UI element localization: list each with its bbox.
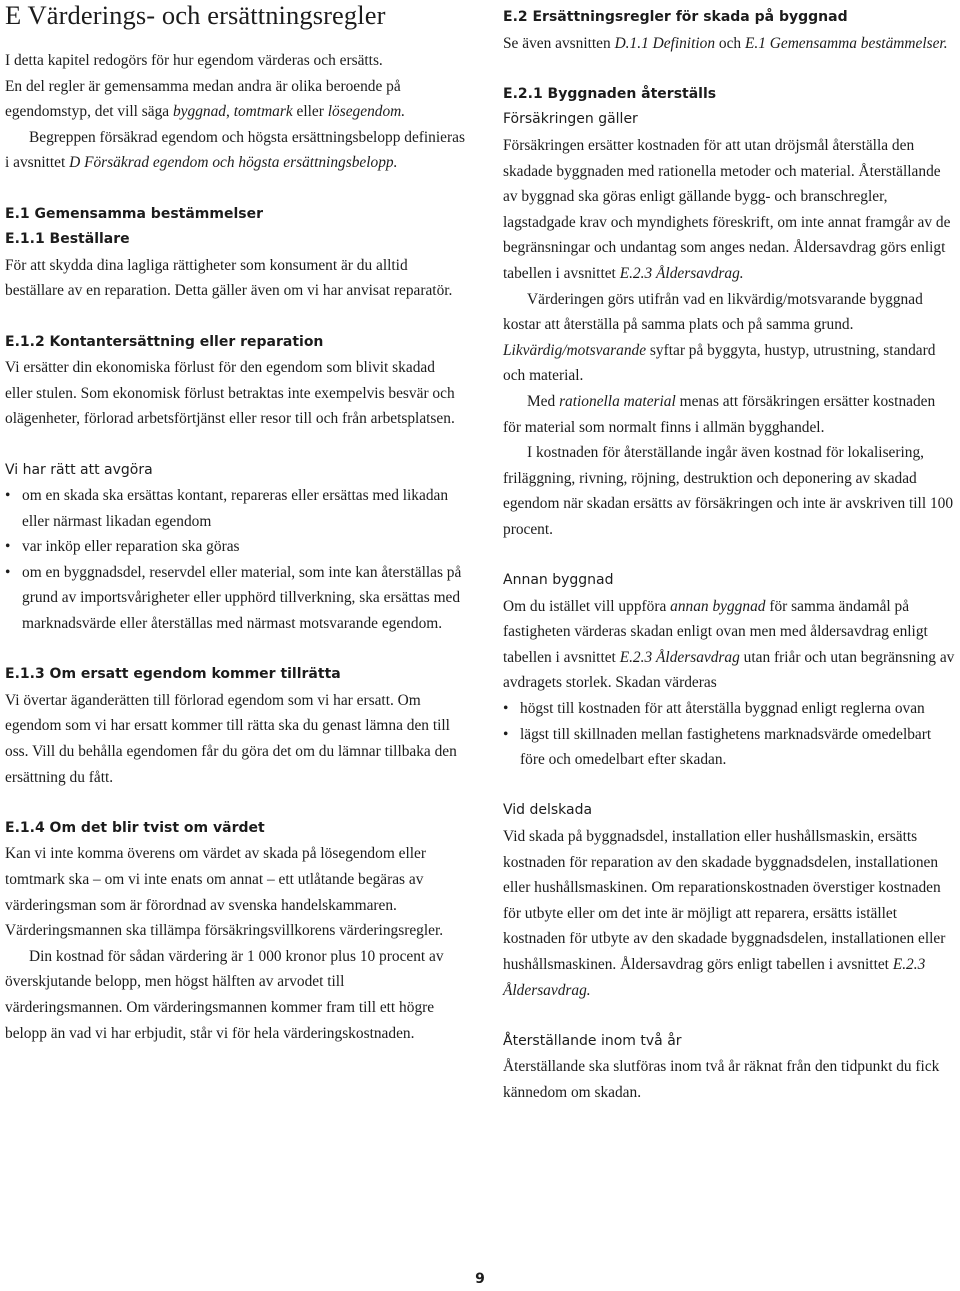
text-e21-1: Försäkringen ersätter kostnaden för att utan dröjsmål återställa den skadade byggnaden med rationella metoder och material. Återställande av byggnad ska göras enligt gällande bygg- och branschregler, lagstadgade krav och myndighets föreskrift, om inte annat framgår av de begränsningar och undantag som anges nedan. Åldersavdrag görs enligt tabellen i avsnittet E.2.3 Åldersavdrag. bbox=[503, 136, 951, 282]
text-aterstallande-inom-tva-ar: Återställande ska slutföras inom två år räknat från den tidpunkt du fick kännedom om skadan. bbox=[503, 1058, 940, 1101]
text-e21-4: I kostnaden för återställande ingår även kostnad för lokalisering, friläggning, rivning, röjning, destruktion och deponering av skadad egendom när skadan ersätts av försäkringen och inte är avskriven till 100 procent. bbox=[503, 444, 954, 538]
intro-paragraph-1: I detta kapitel redogörs för hur egendom värderas och ersätts. bbox=[5, 52, 383, 69]
text-e12: Vi ersätter din ekonomiska förlust för den egendom som blivit skadad eller stulen. Som ekonomisk förlust betraktas inte exempelvis besvär och olägenheter, förlorad arbetsförtjänst eller resor till och från arbetsplatsen. bbox=[5, 359, 455, 428]
left-column bbox=[5, 0, 465, 1046]
heading-e11: E.1.1 Beställare bbox=[5, 231, 130, 248]
annan-list bbox=[503, 696, 955, 773]
heading-e1: E.1 Gemensamma bestämmelser bbox=[5, 205, 264, 222]
intro-paragraph-3: Begreppen försäkrad egendom och högsta ersättningsbelopp definieras i avsnittet D Försäkrad egendom och högsta ersättningsbelopp. bbox=[5, 128, 465, 172]
text-e14-2: Din kostnad för sådan värdering är 1 000 kronor plus 10 procent av överskjutande belopp, men högst hälften av arvodet till värderingsmannen. Om värderingsmannen kommer fram till ett högre belopp än vad vi har erbjudit, står vi för hela värderingskostnaden. bbox=[5, 947, 444, 1042]
heading-delskada: Vid delskada bbox=[503, 802, 593, 819]
text-e21-3: Med rationella material menas att försäkringen ersätter kostnaden för material som normalt finns i allmän bygghandel. bbox=[503, 392, 936, 436]
heading-annan-byggnad: Annan byggnad bbox=[503, 572, 614, 589]
intro-paragraph-2: En del regler är gemensamma medan andra är olika beroende på egendomstyp, det vill säga byggnad, tomtmark eller lösegendom. bbox=[5, 77, 406, 121]
heading-e2: E.2 Ersättningsregler för skada på byggnad bbox=[503, 9, 848, 25]
text-delskada: Vid skada på byggnadsdel, installation eller hushållsmaskin, ersätts kostnaden för reparation av den skadade byggnadsdelen, installationen eller hushållsmaskinen. Om reparationskostnaden överstiger kostnaden för utbyte eller om det inte är möjligt att reparera, ersätts istället kostnaden för utbyte av den skadade byggnadsdelen, installationen eller hushållsmaskinen. Åldersavdrag görs enligt tabellen i avsnittet E.2.3 Åldersavdrag. bbox=[503, 828, 946, 999]
heading-e12: E.1.2 Kontantersättning eller reparation bbox=[5, 333, 324, 350]
heading-avgora: Vi har rätt att avgöra bbox=[5, 461, 153, 478]
heading-aterstallande-inom-tva-ar: Återställande inom två år bbox=[503, 1032, 682, 1049]
heading-e13: E.1.3 Om ersatt egendom kommer tillrätta bbox=[5, 666, 341, 683]
text-e11: För att skydda dina lagliga rättigheter som konsument är du alltid beställare av en reparation. Detta gäller även om vi har anvisat reparatör. bbox=[5, 256, 453, 300]
list-item: • var inköp eller reparation ska göras bbox=[5, 534, 465, 560]
text-e13: Vi övertar äganderätten till förlorad egendom som vi har ersatt. Om egendom som vi har ersatt kommer till rätta ska du genast lämna den till oss. Vill du behålla egendomen får du göra det om du lämnar tillbaka den ersättning du fått. bbox=[5, 691, 457, 786]
right-column bbox=[503, 0, 955, 1106]
list-item: • om en skada ska ersättas kontant, repareras eller ersättas med likadan eller närmast likadan egendom bbox=[5, 483, 465, 534]
heading-e14: E.1.4 Om det blir tvist om värdet bbox=[5, 819, 265, 836]
subheading-forsakringen-galler: Försäkringen gäller bbox=[503, 111, 638, 128]
text-annan-byggnad: Om du istället vill uppföra annan byggnad för samma ändamål på fastigheten värderas skadan enligt ovan men med åldersavdrag enligt tabellen i avsnittet E.2.3 Åldersavdrag utan friår och utan begränsning av avdragets storlek. Skadan värderas bbox=[503, 597, 955, 692]
list-item: • lägst till skillnaden mellan fastighetens marknadsvärde omedelbart före och omedelbart efter skadan. bbox=[503, 722, 955, 773]
text-e21-2: Värderingen görs utifrån vad en likvärdig/motsvarande byggnad kostar att återställa på samma plats och på samma grund. Likvärdig/motsvarande syftar på byggyta, hustyp, utrustning, standard och material. bbox=[503, 290, 936, 385]
avgora-list bbox=[5, 483, 465, 637]
heading-e21: E.2.1 Byggnaden återställs bbox=[503, 85, 717, 102]
text-e14-1: Kan vi inte komma överens om värdet av skada på lösegendom eller tomtmark ska – om vi inte enats om annat – ett utlåtande begäras av värderingsman som är förordnad av svenska handelskammaren. Värderingsmannen ska tillämpa försäkringsvillkorens värderingsregler. bbox=[5, 845, 444, 940]
list-item: • om en byggnadsdel, reservdel eller material, som inte kan återställas på grund av importsvårigheter eller upphörd tillverkning, ska ersättas med marknadsvärde eller återställas med närmast motsvarande egendom. bbox=[5, 560, 465, 637]
e2-reference: Se även avsnitten D.1.1 Definition och E.1 Gemensamma bestämmelser. bbox=[503, 34, 948, 52]
page-number: 9 bbox=[475, 1271, 485, 1287]
list-item: • högst till kostnaden för att återställa byggnad enligt reglerna ovan bbox=[503, 696, 955, 722]
chapter-title: E Värderings- och ersättningsregler bbox=[5, 0, 386, 30]
